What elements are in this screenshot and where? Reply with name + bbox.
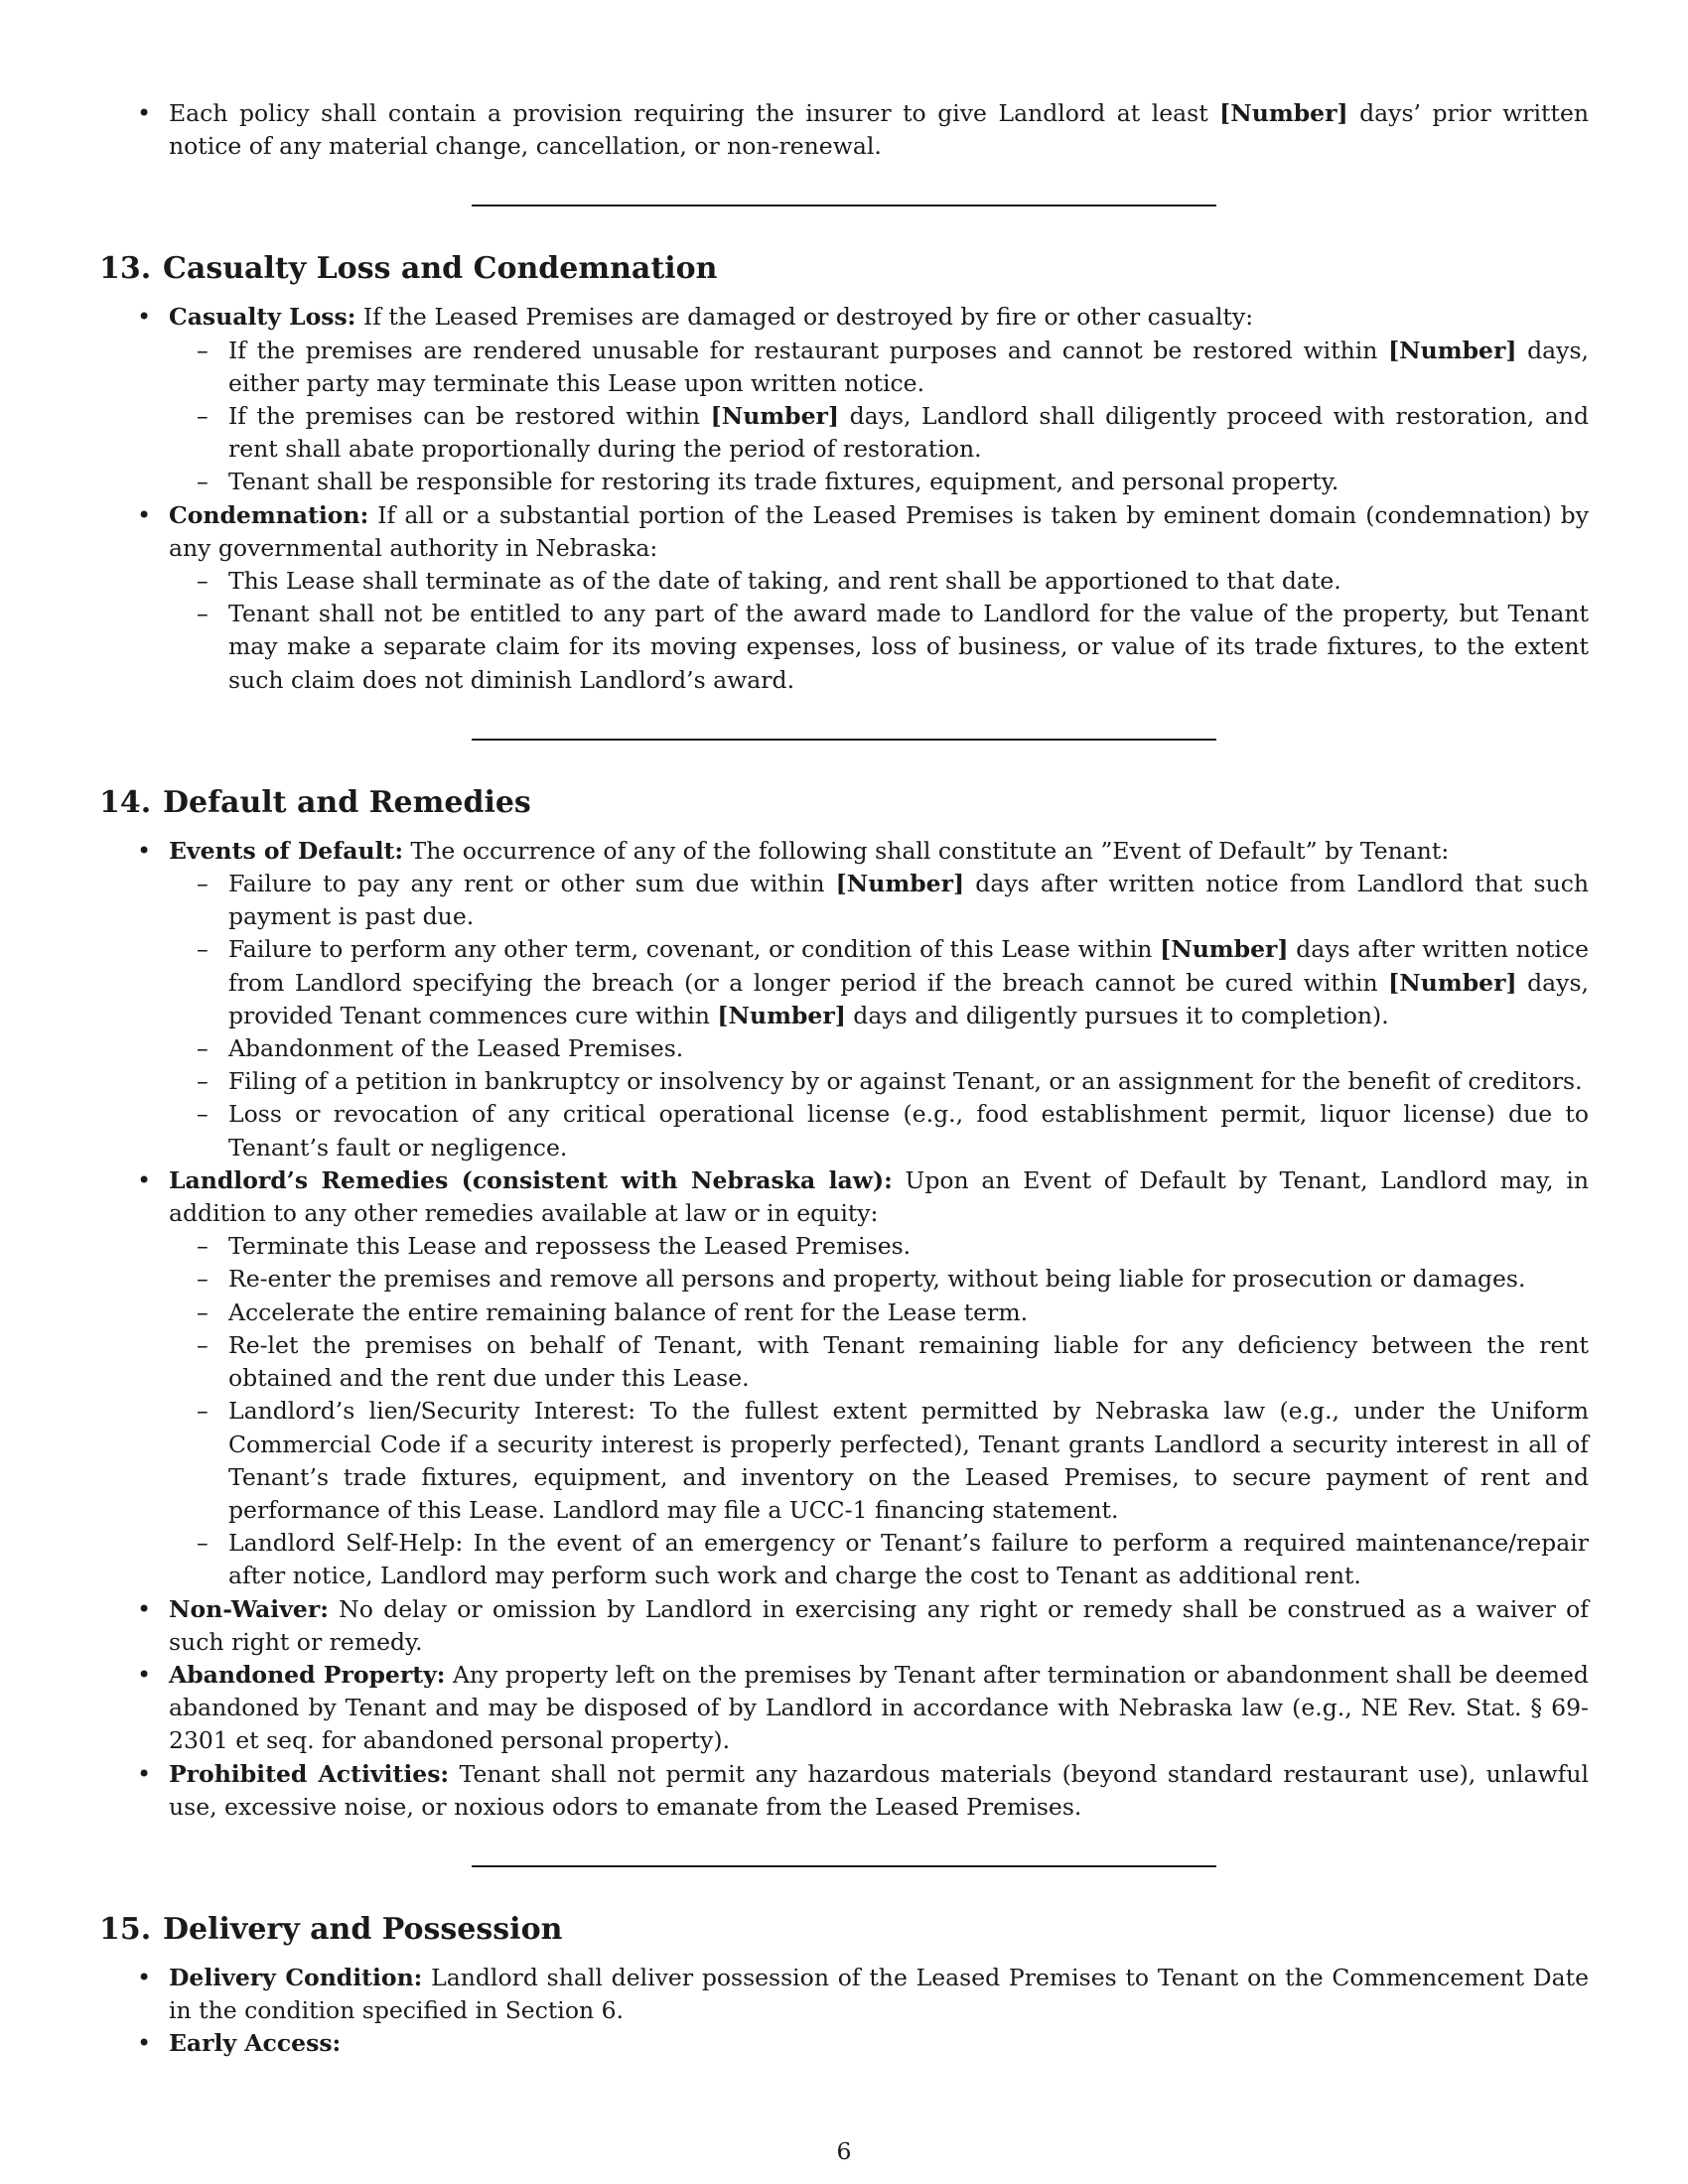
number-placeholder: [Number]: [1160, 935, 1289, 964]
casualty-loss-item: [99, 301, 1589, 498]
section-15-heading: [99, 1911, 1589, 1949]
early-access-label: Early Access:: [169, 2029, 342, 2058]
subitem-text: Failure to pay any rent or other sum due within: [228, 870, 836, 898]
remedy-subitem: – Accelerate the entire remaining balance of rent for the Lease term.: [169, 1297, 1589, 1329]
non-waiver-text: No delay or omission by Landlord in exercising any right or remedy shall be construed as a waiver of such right or remedy.: [169, 1594, 1589, 1656]
default-event-subitem: [169, 868, 1589, 933]
section-title: Delivery and Possession: [163, 1911, 563, 1947]
section-14-heading: [99, 784, 1589, 822]
subitem-text: days after written notice from Landlord specifying the breach (or a longer period if the breach cannot be cured within: [228, 935, 1589, 997]
remedies-sublist: [169, 1230, 1589, 1592]
section-13-list: [99, 301, 1589, 696]
subitem-text-end: days after written notice from Landlord that such payment is past due.: [228, 870, 1590, 931]
subitem-text: If the premises are rendered unusable for restaurant purposes and cannot be restored within: [228, 336, 1389, 364]
abandoned-property-label: Abandoned Property:: [169, 1660, 446, 1689]
events-of-default-item: [99, 835, 1589, 1164]
section-number: 14.: [99, 784, 152, 820]
casualty-subitem: [169, 335, 1589, 400]
condemnation-subitem: – This Lease shall terminate as of the date of taking, and rent shall be apportioned to that date.: [169, 565, 1589, 598]
subitem-text-end: days, Landlord shall diligently proceed with restoration, and rent shall abate proportionally during the period of restoration.: [228, 402, 1589, 464]
prohibited-activities-item: [99, 1758, 1589, 1824]
section-title: Casualty Loss and Condemnation: [163, 251, 718, 287]
remedy-subitem: – Landlord Self-Help: In the event of an emergency or Tenant’s failure to perform a required maintenance/repair after notice, Landlord may perform such work and charge the cost to Tenant as additional rent.: [169, 1527, 1589, 1592]
section-15-list: [99, 1962, 1589, 2061]
page-content: [99, 97, 1589, 2061]
insurance-notice-text-end: days’ prior written notice of any material change, cancellation, or non-renewal.: [169, 99, 1589, 161]
default-event-subitem: – Loss or revocation of any critical operational license (e.g., food establishment permit, liquor license) due to Tenant’s fault or negligence.: [169, 1098, 1589, 1163]
default-event-subitem: [169, 933, 1589, 1032]
section-divider: [472, 205, 1216, 206]
page-number: 6: [836, 2137, 852, 2165]
early-access-item: [99, 2027, 1589, 2060]
condemnation-item: [99, 499, 1589, 697]
remedy-subitem: – Terminate this Lease and repossess the Leased Premises.: [169, 1230, 1589, 1263]
condemnation-subitem: – Tenant shall not be entitled to any part of the award made to Landlord for the value of the property, but Tenant may make a separate claim for its moving expenses, loss of business, or value of its trade fixtures, to the extent such claim does not diminish Landlord’s award.: [169, 598, 1589, 697]
prohibited-activities-label: Prohibited Activities:: [169, 1759, 450, 1788]
condemnation-sublist: [169, 565, 1589, 697]
number-placeholder: [Number]: [1388, 336, 1517, 364]
number-placeholder: [Number]: [710, 402, 840, 431]
landlord-remedies-item: [99, 1164, 1589, 1593]
insurance-notice-text: Each policy shall contain a provision requiring the insurer to give Landlord at least: [169, 99, 1220, 127]
events-of-default-text: The occurrence of any of the following shall constitute an ”Event of Default” by Tenant:: [403, 836, 1450, 865]
landlord-remedies-text: Upon an Event of Default by Tenant, Landlord may, in addition to any other remedies available at law or in equity:: [169, 1165, 1589, 1228]
delivery-condition-text: Landlord shall deliver possession of the Leased Premises to Tenant on the Commencement Date in the condition specified in Section 6.: [169, 1963, 1589, 2025]
landlord-remedies-label: Landlord’s Remedies (consistent with Nebraska law):: [169, 1165, 893, 1194]
section-13-heading: [99, 250, 1589, 288]
number-placeholder: [Number]: [835, 870, 965, 898]
insurance-notice-item: [99, 97, 1589, 163]
casualty-sublist: [169, 335, 1589, 499]
condemnation-label: Condemnation:: [169, 500, 369, 529]
insurance-bullet-list: [99, 97, 1589, 163]
casualty-loss-label: Casualty Loss:: [169, 303, 356, 332]
section-title: Default and Remedies: [163, 784, 531, 820]
casualty-loss-text: If the Leased Premises are damaged or destroyed by fire or other casualty:: [355, 303, 1254, 332]
number-placeholder: [Number]: [1219, 99, 1348, 127]
subitem-text: days, provided Tenant commences cure within: [228, 968, 1589, 1029]
subitem-text-end: days, either party may terminate this Lease upon written notice.: [228, 336, 1589, 397]
section-number: 13.: [99, 251, 152, 287]
abandoned-property-text: Any property left on the premises by Tenant after termination or abandonment shall be deemed abandoned by Tenant and may be disposed of by Landlord in accordance with Nebraska law (e.g., NE Rev. Stat. § 69-2301 et seq. for abandoned personal property).: [169, 1660, 1589, 1755]
condemnation-text: If all or a substantial portion of the Leased Premises is taken by eminent domain (condemnation) by any governmental authority in Nebraska:: [169, 500, 1589, 562]
subitem-text: Failure to perform any other term, covenant, or condition of this Lease within: [228, 935, 1161, 964]
section-divider: [472, 739, 1216, 741]
subitem-text: If the premises can be restored within: [228, 402, 711, 431]
remedy-subitem: – Landlord’s lien/Security Interest: To the fullest extent permitted by Nebraska law (e.g., under the Uniform Commercial Code if a security interest is properly perfected), Tenant grants Landlord a security interest in all of Tenant’s trade fixtures, equipment, and inventory on the Leased Premises, to secure payment of rent and performance of this Lease. Landlord may file a UCC-1 financing statement.: [169, 1395, 1589, 1527]
non-waiver-item: [99, 1593, 1589, 1659]
delivery-condition-item: [99, 1962, 1589, 2027]
number-placeholder: [Number]: [1388, 968, 1517, 997]
default-event-subitem: – Filing of a petition in bankruptcy or insolvency by or against Tenant, or an assignment for the benefit of creditors.: [169, 1065, 1589, 1098]
casualty-subitem: [169, 466, 1589, 498]
section-divider: [472, 1865, 1216, 1867]
remedy-subitem: – Re-enter the premises and remove all persons and property, without being liable for prosecution or damages.: [169, 1263, 1589, 1296]
section-14-list: [99, 835, 1589, 1824]
remedy-subitem: – Re-let the premises on behalf of Tenant, with Tenant remaining liable for any deficiency between the rent obtained and the rent due under this Lease.: [169, 1329, 1589, 1395]
subitem-text: Tenant shall be responsible for restoring its trade fixtures, equipment, and personal property.: [228, 468, 1339, 496]
abandoned-property-item: [99, 1659, 1589, 1758]
subitem-text-end: days and diligently pursues it to completion).: [845, 1001, 1389, 1029]
delivery-condition-label: Delivery Condition:: [169, 1963, 423, 1991]
default-event-subitem: – Abandonment of the Leased Premises.: [169, 1032, 1589, 1065]
events-of-default-label: Events of Default:: [169, 836, 404, 865]
section-number: 15.: [99, 1911, 152, 1947]
casualty-subitem: [169, 400, 1589, 466]
non-waiver-label: Non-Waiver:: [169, 1594, 329, 1623]
number-placeholder: [Number]: [717, 1001, 846, 1029]
prohibited-activities-text: Tenant shall not permit any hazardous materials (beyond standard restaurant use), unlawful use, excessive noise, or noxious odors to emanate from the Leased Premises.: [169, 1759, 1589, 1821]
events-sublist: [169, 868, 1589, 1164]
